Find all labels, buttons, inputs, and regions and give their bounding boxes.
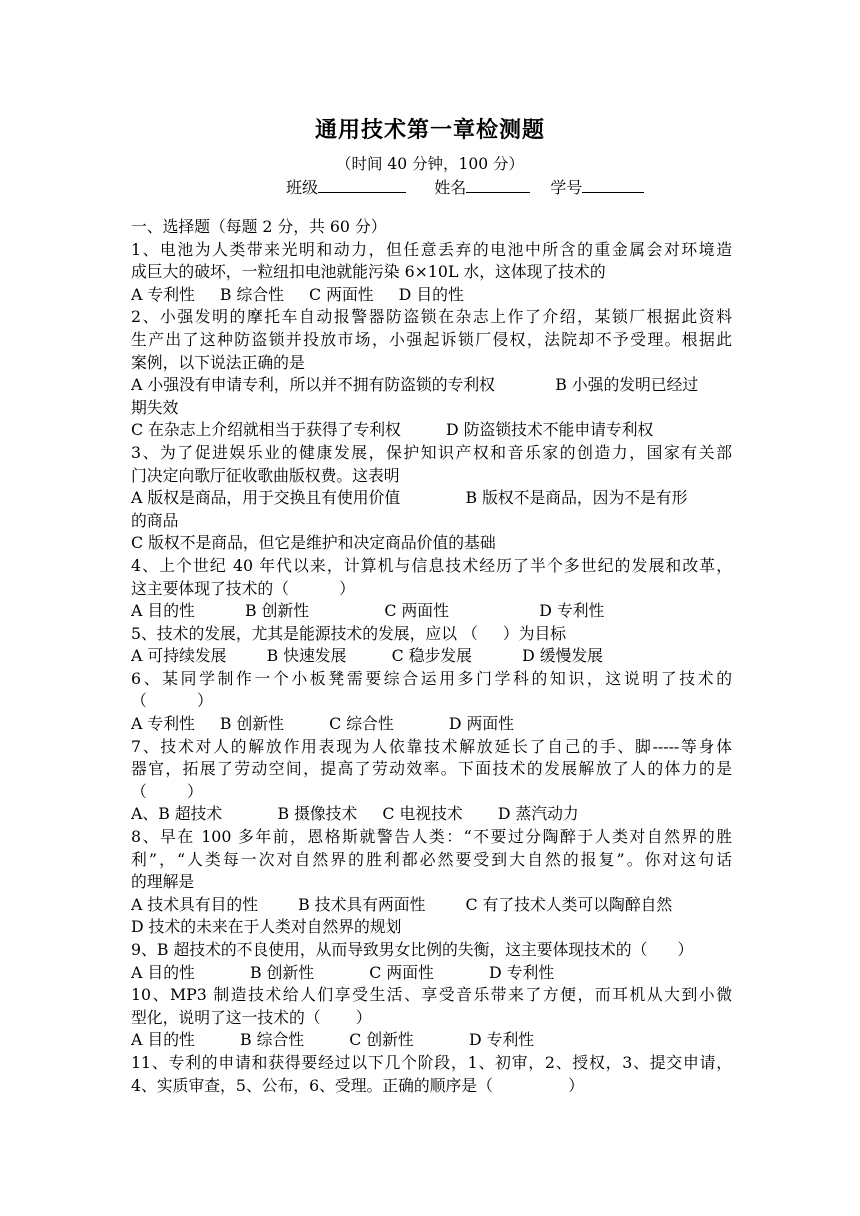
answer-options: C 在杂志上介绍就相当于获得了专利权 D 防盗锁技术不能申请专利权 bbox=[131, 420, 654, 440]
answer-options: A 专利性 B 创新性 C 综合性 D 两面性 bbox=[131, 714, 514, 734]
answer-options: A 目的性 B 创新性 C 两面性 D 专利性 bbox=[131, 601, 605, 621]
answer-options: 期失效 bbox=[131, 397, 179, 417]
question-text: 1、电池为人类带来光明和动力，但任意丢弃的电池中所含的重金属会对环境造 bbox=[131, 239, 732, 259]
answer-options: A 目的性 B 创新性 C 两面性 D 专利性 bbox=[131, 962, 555, 982]
question-text: 4、实质审查，5、公布，6、受理。正确的顺序是（ ） bbox=[131, 1075, 585, 1095]
question-body bbox=[131, 216, 732, 1097]
answer-options: A、B 超技术 B 摄像技术 C 电视技术 D 蒸汽动力 bbox=[131, 804, 579, 824]
question-text: 7、技术对人的解放作用表现为人依靠技术解放延长了自己的手、脚-----等身体 bbox=[131, 736, 732, 756]
question-text: （ ） bbox=[131, 691, 213, 711]
answer-options: A 可持续发展 B 快速发展 C 稳步发展 D 缓慢发展 bbox=[131, 646, 603, 666]
section-heading: 一、选择题（每题 2 分，共 60 分） bbox=[131, 217, 387, 236]
student-id-blank bbox=[582, 176, 644, 193]
answer-options: D 技术的未来在于人类对自然界的规划 bbox=[131, 917, 402, 937]
name-label: 姓名 bbox=[434, 178, 467, 197]
question-text: 这主要体现了技术的（ ） bbox=[131, 578, 355, 598]
time-score-note: （时间 40 分钟，100 分） bbox=[335, 155, 525, 173]
question-text: 5、技术的发展，尤其是能源技术的发展，应以 （ ）为目标 bbox=[131, 623, 567, 643]
student-id-label: 学号 bbox=[550, 178, 583, 197]
answer-options: A 版权是商品，用于交换且有使用价值 B 版权不是商品，因为不是有形 bbox=[131, 488, 688, 508]
answer-options: C 版权不是商品，但它是维护和决定商品价值的基础 bbox=[131, 533, 496, 553]
question-text: 利”，“人类每一次对自然界的胜利都必然要受到大自然的报复”。你对这句话 bbox=[131, 849, 732, 869]
question-text: 门决定向歌厅征收歌曲版权费。这表明 bbox=[131, 465, 400, 485]
question-text: 案例，以下说法正确的是 bbox=[131, 352, 305, 372]
answer-options: A 技术具有目的性 B 技术具有两面性 C 有了技术人类可以陶醉自然 bbox=[131, 894, 673, 914]
class-blank bbox=[318, 176, 406, 193]
question-text: 器官，拓展了劳动空间，提高了劳动效率。下面技术的发展解放了人的体力的是 bbox=[131, 759, 732, 779]
answer-options: A 小强没有申请专利，所以并不拥有防盗锁的专利权 B 小强的发明已经过 bbox=[131, 375, 699, 395]
question-text: 6、某同学制作一个小板凳需要综合运用多门学科的知识，这说明了技术的 bbox=[131, 668, 732, 688]
question-text: 型化，说明了这一技术的（ ） bbox=[131, 1007, 372, 1027]
question-text: 10、MP3 制造技术给人们享受生活、享受音乐带来了方便，而耳机从大到小微 bbox=[131, 985, 732, 1005]
question-text: 4、上个世纪 40 年代以来，计算机与信息技术经历了半个多世纪的发展和改革， bbox=[131, 555, 732, 575]
class-label: 班级 bbox=[286, 178, 319, 197]
question-text: 生产出了这种防盗锁并投放市场，小强起诉锁厂侵权，法院却不予受理。根据此 bbox=[131, 329, 732, 349]
answer-options: 的商品 bbox=[131, 510, 179, 530]
question-text: 8、早在 100 多年前，恩格斯就警告人类：“不要过分陶醉于人类对自然界的胜 bbox=[131, 827, 732, 847]
question-text: 2、小强发明的摩托车自动报警器防盗锁在杂志上作了介绍，某锁厂根据此资料 bbox=[131, 307, 732, 327]
question-text: 的理解是 bbox=[131, 872, 195, 892]
page-title: 通用技术第一章检测题 bbox=[314, 117, 545, 143]
question-text: 9、B 超技术的不良使用，从而导致男女比例的失衡，这主要体现技术的（ ） bbox=[131, 940, 694, 959]
question-text: 成巨大的破坏，一粒纽扣电池就能污染 6×10L 水，这体现了技术的 bbox=[131, 262, 606, 282]
question-text: 3、为了促进娱乐业的健康发展，保护知识产权和音乐家的创造力，国家有关部 bbox=[131, 442, 732, 462]
question-text: 11、专利的申请和获得要经过以下几个阶段，1、初审，2、授权，3、提交申请， bbox=[131, 1052, 732, 1072]
answer-options: A 目的性 B 综合性 C 创新性 D 专利性 bbox=[131, 1030, 535, 1050]
answer-options: A 专利性 B 综合性 C 两面性 D 目的性 bbox=[131, 284, 464, 304]
question-text: （ ） bbox=[131, 781, 203, 801]
name-blank bbox=[466, 176, 530, 193]
student-info-row bbox=[286, 175, 644, 198]
